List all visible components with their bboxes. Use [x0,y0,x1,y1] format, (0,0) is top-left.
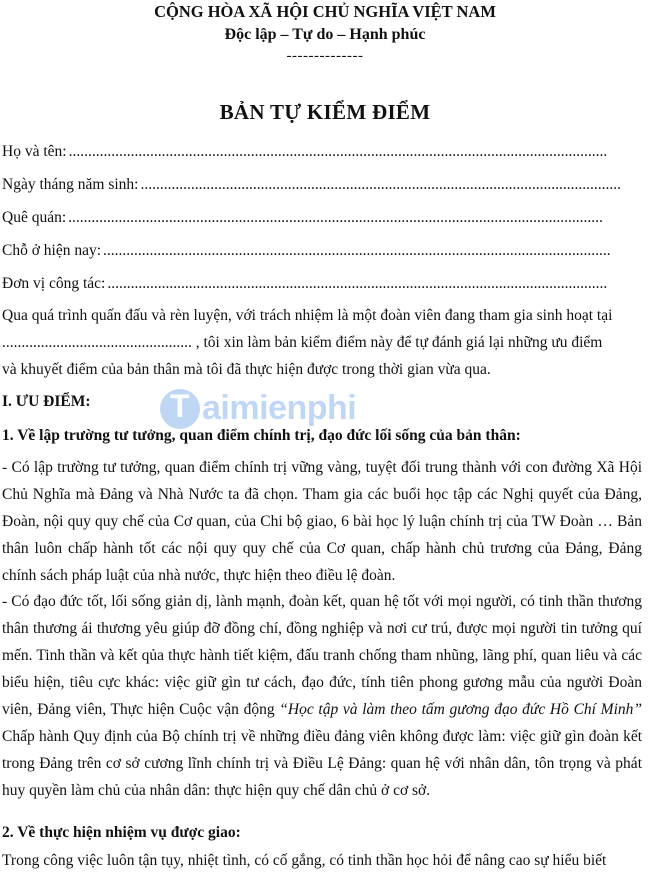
fill-in-dots: ................................................................................................................................. [107,275,608,292]
fill-in-dots: ............................................................................................................................ [140,176,621,193]
national-motto: Độc lập – Tự do – Hạnh phúc [224,26,426,43]
section-heading-strengths: I. ƯU ĐIỂM: [2,393,91,410]
subsection-heading-ideology: 1. Về lập trường tư tưởng, quan điểm chính trị, đạo đức lối sống của bản thân: [2,427,521,444]
field-current-residence [2,240,630,262]
field-label: Đơn vị công tác: [2,275,106,292]
field-full-name [2,141,630,163]
field-label: Ngày tháng năm sinh: [2,176,139,193]
paragraph-ideology: - Có lập trường tư tưởng, quan điểm chính trị vững vàng, tuyệt đối trung thành với con đường Xã Hội Chủ Nghĩa mà Đảng và Nhà Nước ta đã chọn. Tham gia các buổi học tập các Nghị quyết của Đảng, Đoàn, nội quy quy chế của Cơ quan, của Chi bộ giao, 6 bài học lý luận chính trị của TW Đoàn … Bản thân luôn chấp hành tốt các nội quy quy chế của Cơ quan, chấp hành chủ trương của Đảng, Đảng chính sách pháp luật của nhà nước, thực hiện theo điều lệ đoàn. [2,459,642,584]
field-hometown [2,207,630,229]
fill-in-dots: .......................................................................................................................................... [68,209,603,226]
field-label: Chỗ ở hiện nay: [2,242,102,259]
header-divider: -------------- [286,48,364,64]
national-title: CỘNG HÒA XÃ HỘI CHỦ NGHĨA VIỆT NAM [154,2,496,21]
paragraph-tasks: Trong công việc luôn tận tụy, nhiệt tình, có cố gắng, có tinh thần học hỏi để nâng cao sự hiểu biết [2,852,607,869]
campaign-quote: “Học tập và làm theo tấm gương đạo đức Hồ Chí Minh” [279,701,642,718]
watermark-text: aimienphi [202,389,357,427]
field-date-of-birth [2,174,630,196]
subsection-heading-tasks: 2. Về thực hiện nhiệm vụ được giao: [2,824,241,841]
fill-in-dots: ................................................................................................................................... [103,242,611,259]
field-label: Họ và tên: [2,143,67,160]
field-work-unit [2,273,630,295]
intro-line-1: Qua quá trình quấn đấu và rèn luyện, với trách nhiệm là một đoàn viên đang tham gia sinh hoạt tại [2,307,613,324]
document-title: BẢN TỰ KIỂM ĐIỂM [219,100,431,124]
intro-line-3: và khuyết điểm của bản thân mà tôi đã thực hiện được trong thời gian vừa qua. [2,361,491,378]
ethics-text-start: - Có đạo đức tốt, lối sống giản dị, lành mạnh, đoàn kết, quan hệ tốt với mọi người, có tinh thần thương thân thương ái thương yêu giúp đỡ đồng chí, đồng nghiệp và nơi cư trú, được mọi người tin tưởng quí mến. Tinh thần và kết qủa thực hành tiết kiệm, đấu tranh chống tham nhũng, lãng phí, quan liêu và các biểu hiện, tiêu cực khác: việc giữ gìn tư cách, đạo đức, tính tiên phong gương mẫu của người Đoàn viên, Đảng viên, Thực hiện Cuộc vận động [2,593,642,718]
watermark-letter: T [170,388,190,424]
fill-in-dots: ........................................................................................................................................... [68,143,608,160]
ethics-text-end: Chấp hành Quy định của Bộ chính trị về những điều đảng viên không được làm: việc giữ gìn đoàn kết trong Đảng trên cơ sở cương lĩnh chính trị và Điều Lệ Đảng: quan hệ với nhân dân, tôn trọng và phát huy quyền làm chủ của nhân dân: thực hiện quy chế dân chủ ở cơ sở. [2,728,642,799]
paragraph-ethics [2,588,642,804]
field-label: Quê quán: [2,209,67,226]
intro-line-2: ................................................. , tôi xin làm bản kiểm điểm này để tự đánh giá lại những ưu điểm [2,334,603,351]
